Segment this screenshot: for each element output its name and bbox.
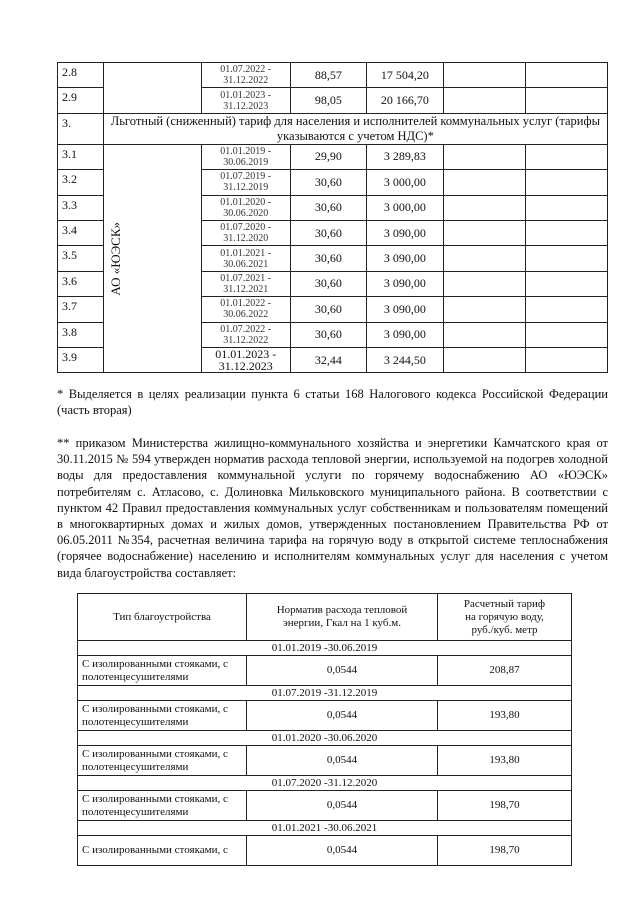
section-number: 3. [58, 113, 104, 144]
value-2: 3 090,00 [367, 322, 444, 347]
period: 01.01.2019 -30.06.2019 [78, 641, 572, 656]
amenity-type: С изолированными стояками, с полотенцесушителями [78, 701, 247, 731]
value-1: 30,60 [290, 271, 367, 296]
row-number: 3.9 [58, 347, 104, 372]
period: 01.07.2019 - 31.12.2019 [201, 170, 290, 195]
empty-cell [525, 246, 607, 271]
period-row [78, 686, 572, 701]
empty-cell [443, 220, 525, 245]
value-2: 17 504,20 [367, 63, 444, 88]
period: 01.01.2020 -30.06.2020 [78, 731, 572, 746]
empty-cell [525, 271, 607, 296]
tariff-value: 198,70 [438, 836, 572, 866]
value-2: 3 090,00 [367, 271, 444, 296]
header-tariff: Расчетный тариф на горячую воду, руб./куб. метр [438, 594, 572, 641]
period: 01.07.2020 - 31.12.2020 [201, 220, 290, 245]
row-number: 3.7 [58, 297, 104, 322]
empty-cell [525, 170, 607, 195]
header-type: Тип благоустройства [78, 594, 247, 641]
row-number: 2.8 [58, 63, 104, 88]
empty-cell [525, 347, 607, 372]
empty-cell [525, 144, 607, 169]
tariff-value: 193,80 [438, 746, 572, 776]
norm-value: 0,0544 [247, 746, 438, 776]
empty-cell [443, 88, 525, 113]
tariff-value: 198,70 [438, 791, 572, 821]
amenity-type: С изолированными стояками, с [78, 836, 247, 866]
table-row [58, 63, 608, 88]
row-number: 3.1 [58, 144, 104, 169]
section-title: Льготный (сниженный) тариф для населения и исполнителей коммунальных услуг (тарифы указываются с учетом НДС)* [103, 113, 607, 144]
empty-cell [443, 271, 525, 296]
period: 01.01.2021 - 30.06.2021 [201, 246, 290, 271]
period: 01.01.2022 - 30.06.2022 [201, 297, 290, 322]
row-number: 3.5 [58, 246, 104, 271]
period: 01.01.2023 - 31.12.2023 [201, 347, 290, 372]
period-row [78, 776, 572, 791]
value-1: 30,60 [290, 297, 367, 322]
period: 01.07.2019 -31.12.2019 [78, 686, 572, 701]
period: 01.01.2020 - 30.06.2020 [201, 195, 290, 220]
value-2: 3 090,00 [367, 297, 444, 322]
norm-value: 0,0544 [247, 791, 438, 821]
empty-cell [525, 297, 607, 322]
norm-value: 0,0544 [247, 656, 438, 686]
empty-cell [443, 297, 525, 322]
period: 01.01.2021 -30.06.2021 [78, 821, 572, 836]
table-row [78, 791, 572, 821]
empty-cell [525, 195, 607, 220]
table-row [78, 701, 572, 731]
table-row [78, 746, 572, 776]
tariff-table [57, 62, 608, 373]
value-2: 20 166,70 [367, 88, 444, 113]
tariff-value: 208,87 [438, 656, 572, 686]
value-1: 98,05 [290, 88, 367, 113]
value-2: 3 090,00 [367, 246, 444, 271]
value-2: 3 289,83 [367, 144, 444, 169]
amenity-type: С изолированными стояками, с полотенцесушителями [78, 746, 247, 776]
footnote-hot-water: ** приказом Министерства жилищно-коммунального хозяйства и энергетики Камчатского края от 30.11.2015 № 594 утвержден норматив расхода тепловой энергии, используемой на подогрев холодной воды для предоставления коммунальной услуги по горячему водоснабжению АО «ЮЭСК» потребителям с. Атласово, с. Долиновка Мильковского муниципального района. В соответствии с пунктом 42 Правил предоставления коммунальных услуг собственникам и пользователям помещений в многоквартирных домах и жилых домов, утвержденных постановлением Правительства РФ от 06.05.2011 №354, расчетная величина тарифа на горячую воду в открытой системе теплоснабжения (горячее водоснабжение) населению и исполнителям коммунальных услуг для населения с учетом вида благоустройства составляет: [57, 436, 608, 580]
empty-cell [443, 63, 525, 88]
value-1: 29,90 [290, 144, 367, 169]
period-row [78, 641, 572, 656]
period-row [78, 821, 572, 836]
hot-water-tariff-table [77, 593, 572, 866]
header-row [78, 594, 572, 641]
period: 01.01.2019 - 30.06.2019 [201, 144, 290, 169]
value-2: 3 244,50 [367, 347, 444, 372]
value-1: 30,60 [290, 195, 367, 220]
empty-cell [443, 347, 525, 372]
period: 01.07.2020 -31.12.2020 [78, 776, 572, 791]
amenity-type: С изолированными стояками, с полотенцесушителями [78, 791, 247, 821]
tariff-value: 193,80 [438, 701, 572, 731]
empty-cell [525, 88, 607, 113]
norm-value: 0,0544 [247, 836, 438, 866]
table-row [78, 656, 572, 686]
value-1: 32,44 [290, 347, 367, 372]
empty-cell [443, 246, 525, 271]
table-row [58, 144, 608, 169]
empty-cell [443, 322, 525, 347]
empty-cell [443, 195, 525, 220]
row-number: 3.2 [58, 170, 104, 195]
footnote-vat: * Выделяется в целях реализации пункта 6 статьи 168 Налогового кодекса Российской Федерации (часть вторая) [57, 387, 608, 418]
empty-cell [443, 170, 525, 195]
norm-value: 0,0544 [247, 701, 438, 731]
table-row [78, 836, 572, 866]
header-norm: Норматив расхода тепловой энергии, Гкал на 1 куб.м. [247, 594, 438, 641]
org-cell [103, 144, 201, 373]
period: 01.01.2023 - 31.12.2023 [201, 88, 290, 113]
row-number: 3.6 [58, 271, 104, 296]
org-name: АО «ЮЭСК» [107, 221, 123, 296]
period: 01.07.2021 - 31.12.2021 [201, 271, 290, 296]
value-1: 30,60 [290, 246, 367, 271]
row-number: 3.8 [58, 322, 104, 347]
value-2: 3 000,00 [367, 170, 444, 195]
value-1: 30,60 [290, 220, 367, 245]
value-2: 3 090,00 [367, 220, 444, 245]
period: 01.07.2022 - 31.12.2022 [201, 63, 290, 88]
value-1: 30,60 [290, 322, 367, 347]
period: 01.07.2022 - 31.12.2022 [201, 322, 290, 347]
amenity-type: С изолированными стояками, с полотенцесушителями [78, 656, 247, 686]
org-cell [103, 63, 201, 114]
row-number: 3.3 [58, 195, 104, 220]
empty-cell [525, 322, 607, 347]
empty-cell [525, 220, 607, 245]
section-row [58, 113, 608, 144]
empty-cell [525, 63, 607, 88]
period-row [78, 731, 572, 746]
value-1: 88,57 [290, 63, 367, 88]
value-1: 30,60 [290, 170, 367, 195]
row-number: 2.9 [58, 88, 104, 113]
row-number: 3.4 [58, 220, 104, 245]
value-2: 3 000,00 [367, 195, 444, 220]
empty-cell [443, 144, 525, 169]
